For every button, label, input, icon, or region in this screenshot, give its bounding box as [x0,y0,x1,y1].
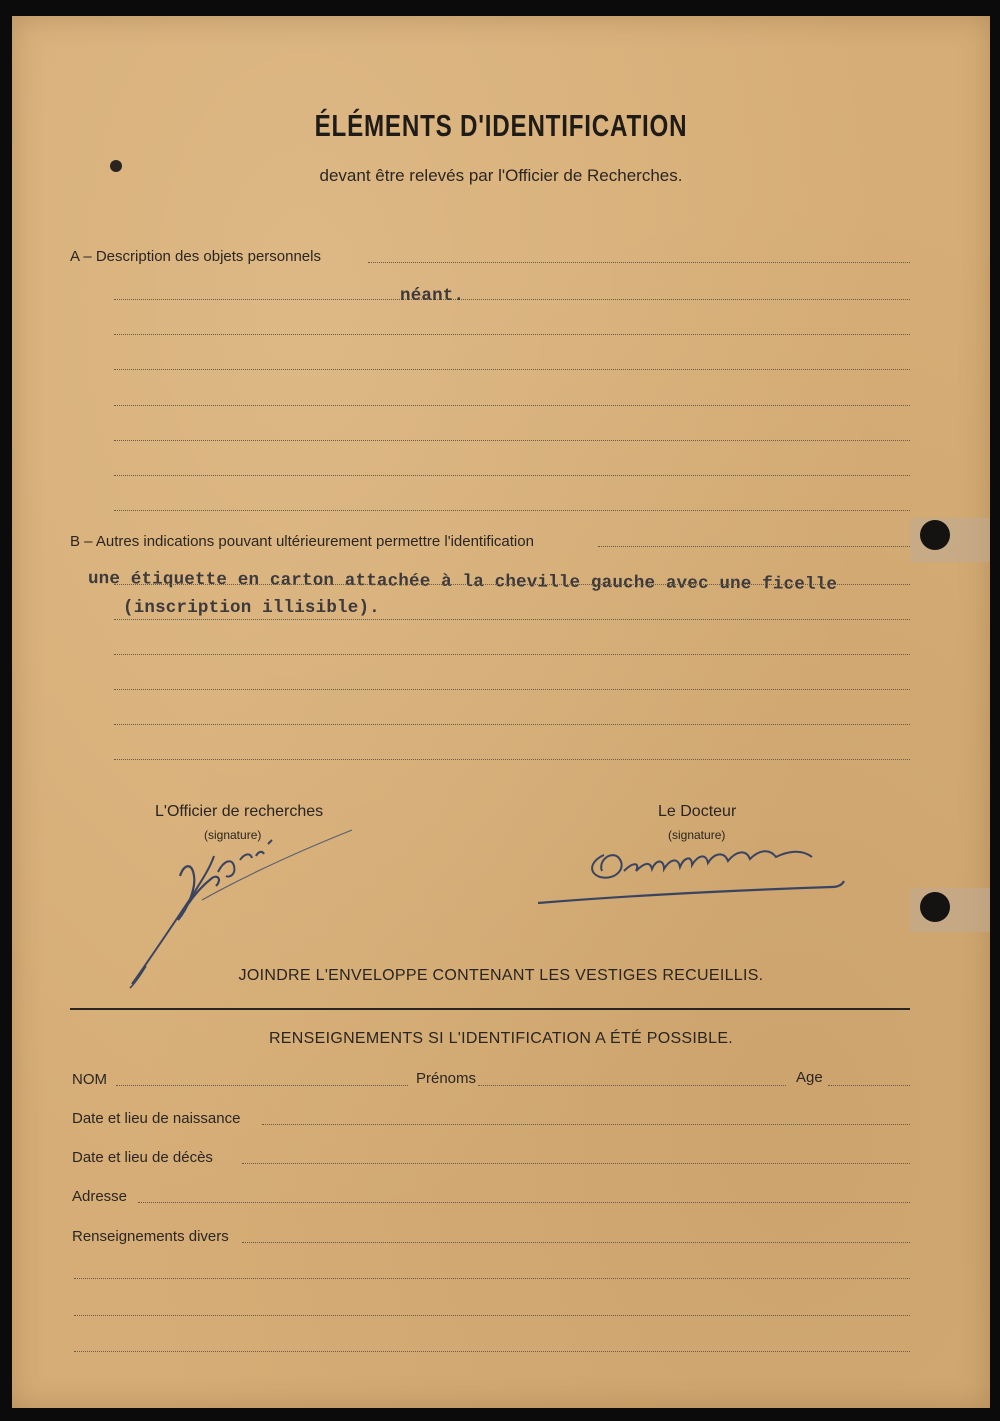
section-a-line-4 [114,369,910,370]
officer-signature-note: (signature) [204,828,262,842]
prenoms-label: Prénoms [416,1070,477,1087]
death-line [242,1163,910,1164]
section-a-line-3 [114,334,910,335]
section-b-line-7 [114,759,910,760]
doctor-title: Le Docteur [658,803,737,820]
section-a-line-1 [368,262,910,263]
misc-label: Renseignements divers [72,1228,229,1245]
punch-hole-bottom [920,892,950,922]
section-a-line-2 [114,299,910,300]
age-label: Age [796,1069,823,1086]
section-b-line-6 [114,724,910,725]
misc-line-3 [74,1315,910,1316]
age-line [828,1085,910,1086]
section-a-line-7 [114,475,910,476]
ink-spot [110,160,122,172]
misc-line-2 [74,1278,910,1279]
form-title: ÉLÉMENTS D'IDENTIFICATION [314,108,688,143]
section-b-typed-line-1: une étiquette en carton attachée à la cheville gauche avec une ficelle [87,569,838,595]
identification-heading: RENSEIGNEMENTS SI L'IDENTIFICATION A ÉTÉ POSSIBLE. [268,1030,734,1047]
punch-hole-top [920,520,950,550]
form-subtitle: devant être relevés par l'Officier de Recherches. [319,166,683,185]
death-label: Date et lieu de décès [72,1149,213,1166]
section-b-line-4 [114,654,910,655]
section-a-line-5 [114,405,910,406]
section-a-typed-text: néant. [400,286,465,306]
misc-line-4 [74,1351,910,1352]
section-divider [70,1008,910,1010]
address-line [138,1202,910,1203]
section-b-line-1 [598,546,910,547]
birth-line [262,1124,910,1125]
address-label: Adresse [72,1188,128,1205]
section-b-label: B – Autres indications pouvant ultérieurement permettre l'identification [70,533,534,550]
section-b-line-3 [114,619,910,620]
prenoms-line [478,1085,786,1086]
section-a-line-8 [114,510,910,511]
misc-line-1 [242,1242,910,1243]
nom-label: NOM [72,1071,107,1088]
officer-title: L'Officier de recherches [155,803,324,820]
envelope-note: JOINDRE L'ENVELOPPE CONTENANT LES VESTIGES RECUEILLIS. [238,967,764,984]
form-sheet [12,16,990,1408]
section-a-line-6 [114,440,910,441]
section-b-typed-line-2: (inscription illisible). [123,598,380,618]
section-b-line-2 [114,584,910,585]
doctor-signature [532,841,852,921]
section-b-line-5 [114,689,910,690]
nom-line [116,1085,408,1086]
section-a-label: A – Description des objets personnels [70,248,321,265]
birth-label: Date et lieu de naissance [72,1110,241,1127]
doctor-signature-note: (signature) [668,828,726,842]
